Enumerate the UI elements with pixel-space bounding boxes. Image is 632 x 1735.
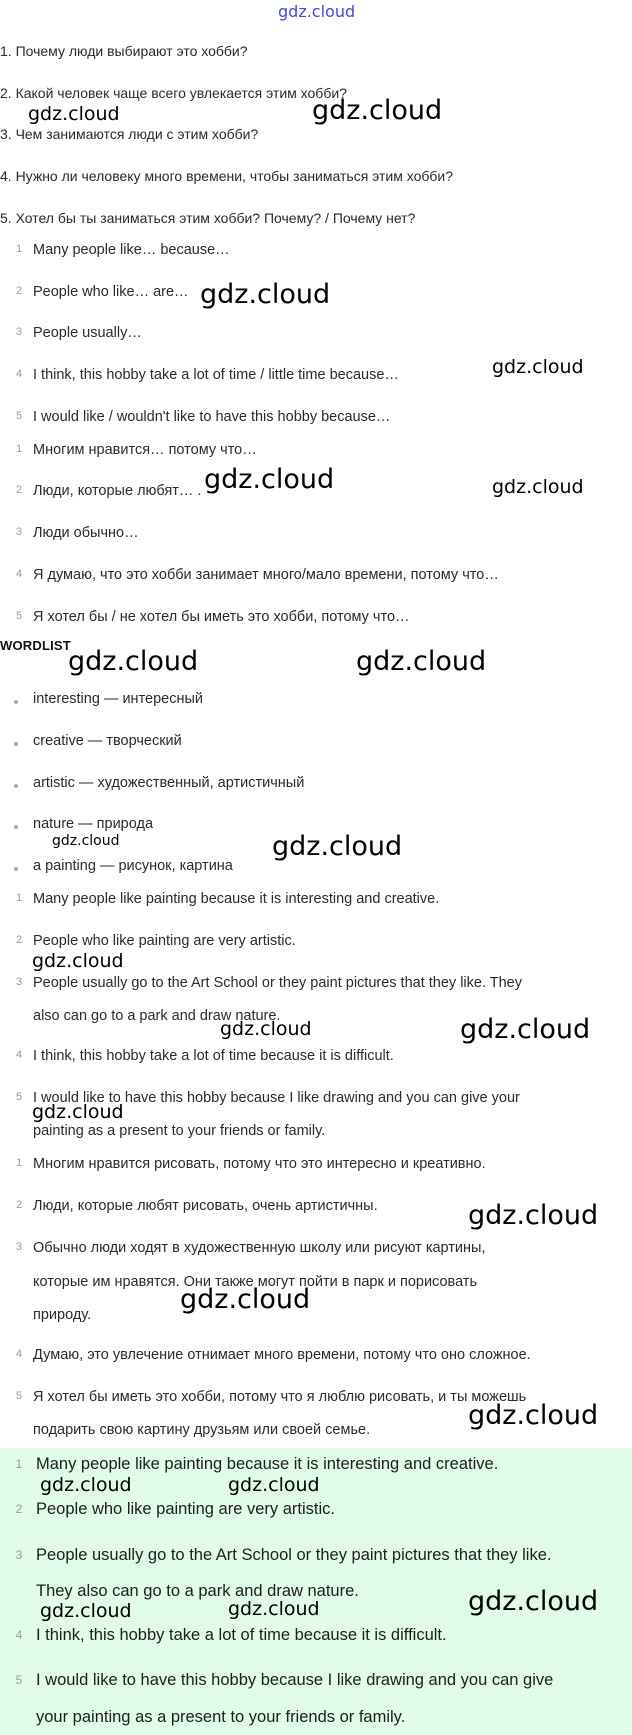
item-number: 4 bbox=[15, 1049, 23, 1061]
bullet-icon bbox=[14, 784, 20, 790]
item-text-cont: your painting as a present to your friends or family. bbox=[36, 1708, 406, 1726]
question-5: 5. Хотел бы ты заниматься этим хобби? Почему? / Почему нет? bbox=[0, 210, 416, 226]
watermark-text: gdz.cloud bbox=[68, 646, 199, 677]
item-text: interesting — интересный bbox=[33, 691, 204, 707]
item-number: 5 bbox=[15, 1390, 23, 1402]
watermark-text: gdz.cloud bbox=[180, 1284, 311, 1315]
watermark-text: gdz.cloud bbox=[272, 831, 403, 862]
watermark-text: gdz.cloud bbox=[492, 476, 584, 498]
item-text-cont: They also can go to a park and draw nature. bbox=[36, 1582, 359, 1600]
item-number: 1 bbox=[15, 243, 23, 255]
item-number: 1 bbox=[15, 443, 23, 455]
bullet-icon bbox=[14, 867, 20, 873]
item-text: I would like to have this hobby because I like drawing and you can give your bbox=[33, 1090, 520, 1106]
watermark-text: gdz.cloud bbox=[460, 1014, 591, 1045]
item-text: Обычно люди ходят в художественную школу или рисуют картины, bbox=[33, 1240, 486, 1256]
item-text-cont: painting as a present to your friends or family. bbox=[33, 1123, 326, 1139]
item-text: a painting — рисунок, картина bbox=[33, 858, 233, 874]
item-number: 1 bbox=[15, 1457, 23, 1471]
item-text: People who like painting are very artistic. bbox=[33, 933, 296, 949]
watermark-text: gdz.cloud bbox=[220, 1018, 312, 1040]
item-number: 5 bbox=[15, 1673, 23, 1687]
item-number: 3 bbox=[15, 1548, 23, 1562]
watermark-text: gdz.cloud bbox=[312, 95, 443, 126]
item-text: Люди, которые любят… . bbox=[33, 483, 202, 499]
item-text: Many people like painting because it is interesting and creative. bbox=[33, 891, 440, 907]
item-number: 2 bbox=[15, 285, 23, 297]
watermark-text: gdz.cloud bbox=[468, 1200, 599, 1231]
item-number: 4 bbox=[15, 1348, 23, 1360]
item-text: I would like / wouldn't like to have this hobby because… bbox=[33, 409, 391, 425]
item-text: People who like painting are very artistic. bbox=[36, 1500, 335, 1518]
item-number: 5 bbox=[15, 410, 23, 422]
item-number: 3 bbox=[15, 1241, 23, 1253]
watermark-text: gdz.cloud bbox=[492, 356, 584, 378]
item-text: nature — природа bbox=[33, 816, 154, 832]
item-number: 3 bbox=[15, 526, 23, 538]
item-number: 2 bbox=[15, 934, 23, 946]
item-number: 5 bbox=[15, 1091, 23, 1103]
item-text: I think, this hobby take a lot of time because it is difficult. bbox=[33, 1048, 394, 1064]
item-text: People usually go to the Art School or they paint pictures that they like. bbox=[36, 1546, 552, 1564]
item-text: Люди, которые любят рисовать, очень артистичны. bbox=[33, 1198, 378, 1214]
watermark-text: gdz.cloud bbox=[32, 950, 124, 972]
watermark-text: gdz.cloud bbox=[468, 1586, 599, 1617]
item-number: 2 bbox=[15, 1199, 23, 1211]
item-text: Многим нравится… потому что… bbox=[33, 442, 257, 458]
watermark-text: gdz.cloud bbox=[52, 833, 120, 849]
watermark-text: gdz.cloud bbox=[204, 464, 335, 495]
item-text-cont: also can go to a park and draw nature. bbox=[33, 1008, 281, 1024]
question-4: 4. Нужно ли человеку много времени, чтобы заниматься этим хобби? bbox=[0, 168, 454, 184]
question-2: 2. Какой человек чаще всего увлекается этим хобби? bbox=[0, 85, 347, 101]
bullet-icon bbox=[14, 825, 20, 831]
site-header-link[interactable]: gdz.cloud bbox=[278, 2, 356, 21]
item-text: Я думаю, что это хобби занимает много/мало времени, потому что… bbox=[33, 567, 499, 583]
item-text: Многим нравится рисовать, потому что это интересно и креативно. bbox=[33, 1156, 486, 1172]
item-number: 2 bbox=[15, 1502, 23, 1516]
item-number: 3 bbox=[15, 976, 23, 988]
bullet-icon bbox=[14, 700, 20, 706]
item-text: People who like… are… bbox=[33, 284, 189, 300]
watermark-text: gdz.cloud bbox=[228, 1474, 320, 1496]
item-text: creative — творческий bbox=[33, 733, 182, 749]
item-number: 5 bbox=[15, 610, 23, 622]
watermark-text: gdz.cloud bbox=[40, 1600, 132, 1622]
item-number: 4 bbox=[15, 568, 23, 580]
item-text: Думаю, это увлечение отнимает много времени, потому что оно сложное. bbox=[33, 1347, 531, 1363]
item-text: I think, this hobby take a lot of time / little time because… bbox=[33, 367, 399, 383]
watermark-text: gdz.cloud bbox=[32, 1101, 124, 1123]
watermark-text: gdz.cloud bbox=[28, 103, 120, 125]
item-text: Many people like… because… bbox=[33, 242, 230, 258]
item-text: Люди обычно… bbox=[33, 525, 139, 541]
question-3: 3. Чем занимаются люди с этим хобби? bbox=[0, 126, 259, 142]
item-text: People usually… bbox=[33, 325, 142, 341]
item-text-cont: природу. bbox=[33, 1307, 92, 1323]
bullet-icon bbox=[14, 742, 20, 748]
item-text: I think, this hobby take a lot of time because it is difficult. bbox=[36, 1626, 447, 1644]
watermark-text: gdz.cloud bbox=[40, 1474, 132, 1496]
watermark-text: gdz.cloud bbox=[200, 279, 331, 310]
item-text: Many people like painting because it is interesting and creative. bbox=[36, 1455, 499, 1473]
question-1: 1. Почему люди выбирают это хобби? bbox=[0, 43, 248, 59]
item-number: 4 bbox=[15, 368, 23, 380]
item-number: 1 bbox=[15, 892, 23, 904]
item-text: I would like to have this hobby because I like drawing and you can give bbox=[36, 1671, 554, 1689]
item-text: People usually go to the Art School or they paint pictures that they like. They bbox=[33, 975, 522, 991]
item-text: artistic — художественный, артистичный bbox=[33, 775, 305, 791]
item-number: 3 bbox=[15, 326, 23, 338]
watermark-text: gdz.cloud bbox=[468, 1400, 599, 1431]
item-number: 2 bbox=[15, 484, 23, 496]
item-text-cont: которые им нравятся. Они также могут пойти в парк и порисовать bbox=[33, 1274, 478, 1290]
item-number: 4 bbox=[15, 1628, 23, 1642]
item-text: Я хотел бы / не хотел бы иметь это хобби, потому что… bbox=[33, 609, 410, 625]
watermark-text: gdz.cloud bbox=[228, 1598, 320, 1620]
item-number: 1 bbox=[15, 1157, 23, 1169]
item-text-cont: подарить свою картину друзьям или своей семье. bbox=[33, 1422, 371, 1438]
watermark-text: gdz.cloud bbox=[356, 646, 487, 677]
item-text: Я хотел бы иметь это хобби, потому что я люблю рисовать, и ты можешь bbox=[33, 1389, 527, 1405]
wordlist-heading: WORDLIST bbox=[0, 638, 71, 653]
